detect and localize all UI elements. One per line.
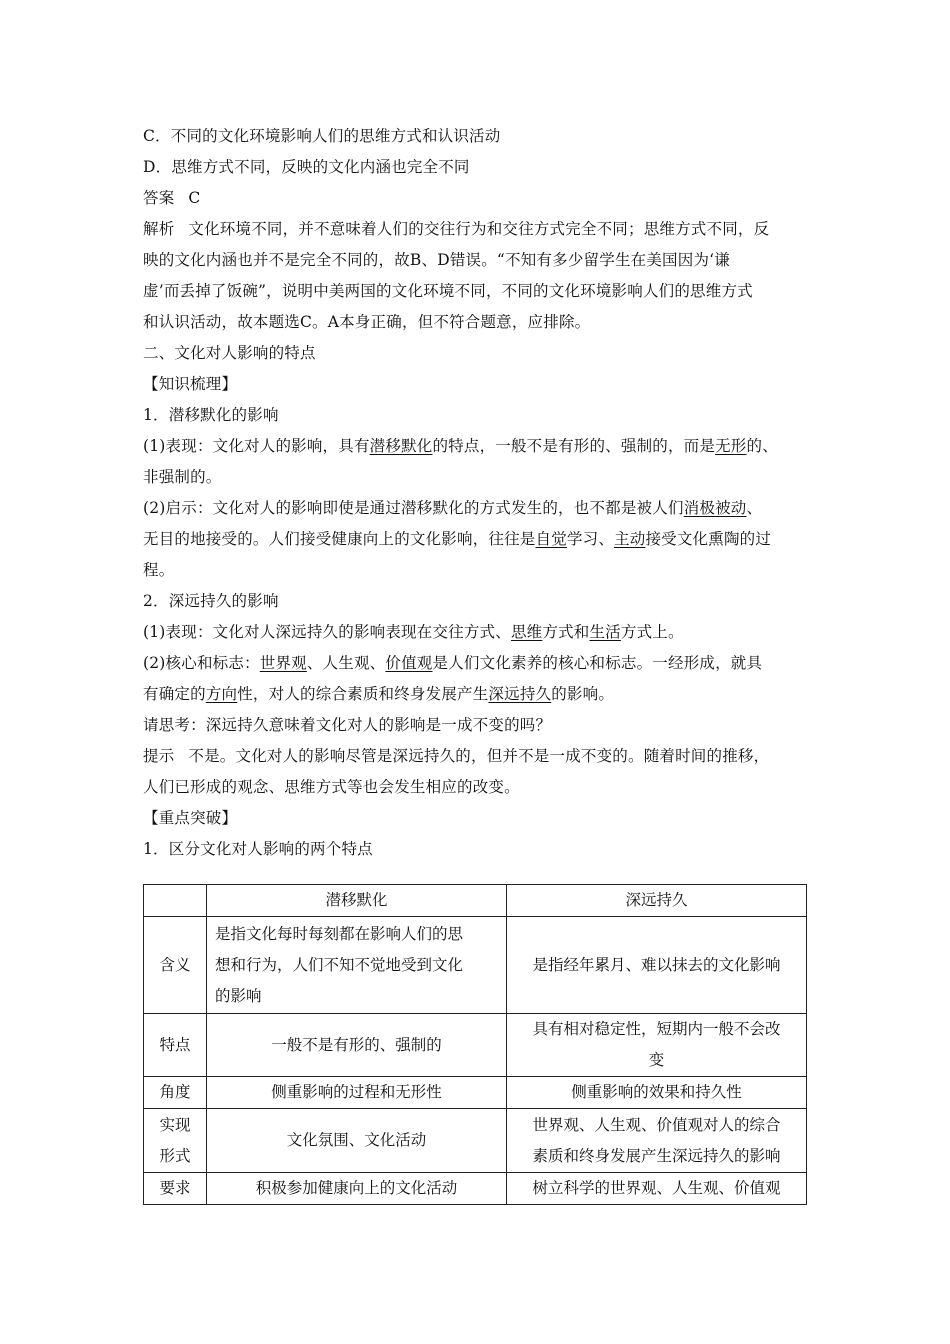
fill-blank: 世界观 <box>259 654 307 672</box>
answer-value: C <box>188 189 201 207</box>
text: (2)启示：文化对人的影响即使是通过潜移默化的方式发生的，也不都是被人们 <box>143 499 684 517</box>
answer-label: 答案 <box>143 189 175 207</box>
table-cell <box>207 1077 507 1109</box>
text: 学习、 <box>566 530 615 548</box>
row-label <box>144 1109 207 1173</box>
table-cell <box>207 1109 507 1173</box>
cell-line: 具有相对稳定性，短期内一般不会改 <box>532 1020 781 1038</box>
cell-line: 角度 <box>159 1083 191 1101</box>
cell-line: 形式 <box>159 1146 191 1165</box>
table-cell <box>507 1109 807 1173</box>
cell-line: 侧重影响的效果和持久性 <box>571 1083 742 1101</box>
fill-blank: 潜移默化 <box>369 437 433 455</box>
table-header-row <box>144 885 807 917</box>
fill-blank: 主动 <box>614 530 646 548</box>
text: 性，对人的综合素质和终身发展产生 <box>237 685 489 703</box>
fill-blank: 价值观 <box>385 654 433 672</box>
cell-line: 特点 <box>159 1035 191 1054</box>
item1-p2-end: 程。 <box>143 561 175 579</box>
table-header-cell: 潜移默化 <box>207 885 507 917</box>
analysis-label: 解析 <box>143 220 175 238</box>
hint-line-2: 人们已形成的观念、思维方式等也会发生相应的改变。 <box>143 778 520 796</box>
text: 接受文化熏陶的过 <box>645 530 772 548</box>
table-cell <box>507 1173 807 1205</box>
text: (1)表现：文化对人深远持久的影响表现在交往方式、 <box>143 623 511 641</box>
cell-line: 素质和终身发展产生深远持久的影响 <box>532 1146 781 1165</box>
table-row <box>144 1014 807 1077</box>
table-row <box>144 1077 807 1109</box>
item1-p2-cont <box>143 524 813 555</box>
cell-line: 是指经年累月、难以抹去的文化影响 <box>532 955 781 974</box>
item2-title: 2．深远持久的影响 <box>143 592 279 610</box>
text: 的影响。 <box>551 685 615 703</box>
focus-heading: 【重点突破】 <box>143 809 238 827</box>
option-c: C．不同的文化环境影响人们的思维方式和认识活动 <box>143 127 501 145</box>
text: 有确定的 <box>143 685 206 703</box>
knowledge-heading: 【知识梳理】 <box>143 375 238 393</box>
text: 方式和 <box>542 623 590 641</box>
cell-line: 一般不是有形的、强制的 <box>271 1035 442 1054</box>
option-d: D．思维方式不同，反映的文化内涵也完全不同 <box>143 158 470 176</box>
fill-blank: 无形 <box>715 437 747 455</box>
text: 的特点，一般不是有形的、强制的，而是 <box>432 437 716 455</box>
fill-blank: 生活 <box>589 623 621 641</box>
row-label <box>144 1077 207 1109</box>
cell-line: 世界观、人生观、价值观对人的综合 <box>532 1115 781 1134</box>
table-cell <box>507 1077 807 1109</box>
cell-line: 文化氛围、文化活动 <box>286 1131 427 1149</box>
item2-p1 <box>143 617 813 648</box>
table-row <box>144 1109 807 1173</box>
table-header-cell <box>144 885 207 917</box>
table-cell <box>207 917 507 1014</box>
fill-blank: 深远持久 <box>488 685 552 703</box>
cell-line: 是指文化每时每刻都在影响人们的思 <box>215 924 464 943</box>
item1-p2 <box>143 493 813 524</box>
item2-p2 <box>143 648 813 679</box>
comparison-table <box>143 884 807 1205</box>
cell-line: 想和行为，人们不知不觉地受到文化 <box>215 955 464 974</box>
row-label <box>144 917 207 1014</box>
item2-p2-cont <box>143 679 813 710</box>
cell-line: 的影响 <box>215 986 262 1005</box>
text: 的、 <box>746 437 778 455</box>
hint-label: 提示 <box>143 747 175 765</box>
cell-line: 变 <box>648 1051 665 1069</box>
fill-blank: 自觉 <box>535 530 567 548</box>
text: 无目的地接受的。人们接受健康向上的文化影响，往往是 <box>143 530 536 548</box>
text: (1)表现：文化对人的影响，具有 <box>143 437 370 455</box>
focus-item-1: 1．区分文化对人影响的两个特点 <box>143 840 373 858</box>
fill-blank: 方向 <box>205 685 238 703</box>
hint-text: 不是。文化对人的影响尽管是深远持久的，但并不是一成不变的。随着时间的推移， <box>188 747 770 765</box>
document-body <box>143 121 813 865</box>
think-question: 请思考：深远持久意味着文化对人的影响是一成不变的吗？ <box>143 716 552 734</box>
text: 、 <box>746 499 763 517</box>
text: 是人们文化素养的核心和标志。一经形成，就具 <box>432 654 763 672</box>
analysis-line-2: 映的文化内涵也并不是完全不同的，故B、D错误。“不知有多少留学生在美国因为‘谦 <box>143 251 730 269</box>
cell-line: 积极参加健康向上的文化活动 <box>255 1179 458 1197</box>
cell-line: 含义 <box>159 955 191 974</box>
cell-line: 侧重影响的过程和无形性 <box>271 1083 442 1101</box>
text: (2)核心和标志： <box>143 654 260 672</box>
text: 、人生观、 <box>306 654 386 672</box>
table-cell <box>207 1014 507 1077</box>
section-title: 二、文化对人影响的特点 <box>143 344 316 362</box>
table-cell <box>507 917 807 1014</box>
analysis-line-1 <box>143 214 813 245</box>
table-cell <box>207 1173 507 1205</box>
fill-blank: 思维 <box>510 623 543 641</box>
item1-title: 1．潜移默化的影响 <box>143 406 279 424</box>
table-row <box>144 917 807 1014</box>
analysis-line-3: 虚’而丢掉了饭碗”，说明中美两国的文化环境不同，不同的文化环境影响人们的思维方式 <box>143 282 753 300</box>
table-row <box>144 1173 807 1205</box>
cell-line: 要求 <box>159 1179 191 1197</box>
row-label <box>144 1173 207 1205</box>
row-label <box>144 1014 207 1077</box>
text: 方式上。 <box>620 623 684 641</box>
item1-p1 <box>143 431 813 462</box>
analysis-text-1: 文化环境不同，并不意味着人们的交往行为和交往方式完全不同；思维方式不同，反 <box>188 220 770 238</box>
table-cell <box>507 1014 807 1077</box>
hint-line-1 <box>143 741 813 772</box>
table-header-cell: 深远持久 <box>507 885 807 917</box>
answer-line <box>143 183 813 214</box>
item1-p1-cont: 非强制的。 <box>143 468 222 486</box>
analysis-line-4: 和认识活动，故本题选C。A本身正确，但不符合题意，应排除。 <box>143 313 591 331</box>
cell-line: 树立科学的世界观、人生观、价值观 <box>532 1179 781 1197</box>
fill-blank: 消极被动 <box>683 499 747 517</box>
cell-line: 实现 <box>159 1115 191 1134</box>
